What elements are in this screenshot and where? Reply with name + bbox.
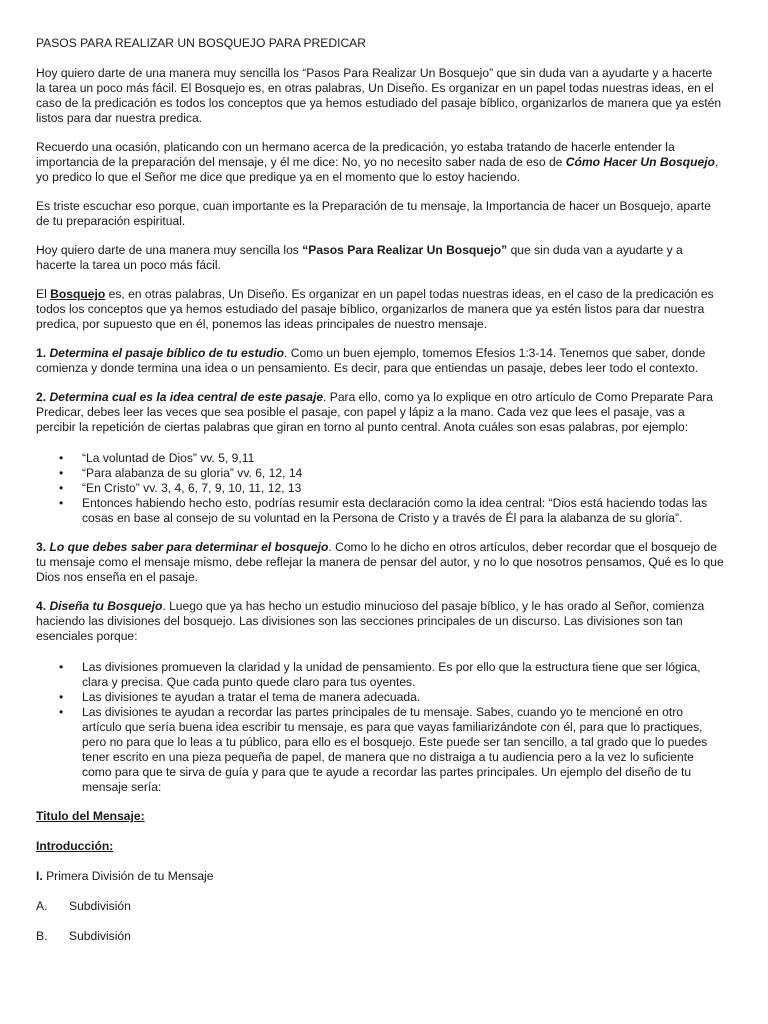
bullet-icon: •: [59, 466, 64, 480]
bullet-icon: •: [59, 496, 64, 510]
step-2-text: . Para ello, como ya lo explique en otro artículo de Como Preparate Para Predicar, debes leer las veces que sea posible el pasaje, con papel y lápiz a la mano. Cada vez que lees el pasaje, vas a percibir la repetición de ciertas palabras que giran en torno al punto central. Anota cuáles son esas palabras, por ejemplo:: [36, 390, 713, 434]
bullet-icon: •: [59, 705, 64, 719]
outline-division: [36, 869, 724, 884]
definition-end: es, en otras palabras, Un Diseño. Es organizar en un papel todas nuestras ideas, en el caso de la predicación es todos los conceptos que ya hemos estudiado del pasaje bíblico, organizarlos de manera que ya estén listos para dar nuestra predica, por supuesto que en él, ponemos las ideas principales de nuestro mensaje.: [36, 287, 714, 331]
list-item: [59, 466, 724, 481]
step-4-number: 4.: [36, 599, 50, 613]
document-title: PASOS PARA REALIZAR UN BOSQUEJO PARA PREDICAR: [36, 36, 366, 50]
anecdote-text-start: Recuerdo una ocasión, platicando con un hermano acerca de la predicación, yo estaba tratando de hacerle entender la importancia de la preparación del mensaje, y él me dice: No, yo no necesito saber nada de eso de: [36, 140, 675, 169]
bullet-icon: •: [59, 481, 64, 495]
outline-subdivision-b: [36, 929, 724, 944]
steps-intro-end: que sin duda van a ayudarte y a hacerte la tarea un poco más fácil.: [36, 243, 683, 272]
step-2-number: 2.: [36, 390, 50, 404]
list-item-text: Las divisiones promueven la claridad y la unidad de pensamiento. Es por ello que la estructura tiene que ser lógica, clara y precisa. Que cada punto quede claro para tus oyentes.: [82, 660, 701, 689]
step-4-text: . Luego que ya has hecho un estudio minucioso del pasaje bíblico, y le has orado al Señor, comienza haciendo las divisiones del bosquejo. Las divisiones son las secciones principales de un discurso. Las divisiones son tan esenciales porque:: [36, 599, 705, 643]
step-1-number: 1.: [36, 346, 50, 360]
bullet-icon: •: [59, 451, 64, 465]
list-item: [59, 451, 724, 466]
importance-paragraph: Es triste escuchar eso porque, cuan importante es la Preparación de tu mensaje, la Importancia de hacer un Bosquejo, aparte de tu preparación espiritual.: [36, 199, 711, 228]
step-2: [36, 390, 724, 435]
definition-paragraph: [36, 287, 724, 332]
bullet-icon: •: [59, 660, 64, 674]
step-2-keyword-list: [36, 451, 724, 526]
outline-division-text: Primera División de tu Mensaje: [42, 869, 214, 883]
intro-paragraph: Hoy quiero darte de una manera muy sencilla los “Pasos Para Realizar Un Bosquejo” que sin duda van a ayudarte y a hacerte la tarea un poco más fácil. El Bosquejo es, en otras palabras, Un Diseño. Es organizar en un papel todas nuestras ideas, en el caso de la predicación es todos los conceptos que ya hemos estudiado del pasaje bíblico, organizarlos de manera que ya estén listos para dar nuestra predica.: [36, 66, 722, 125]
definition-emphasis: Bosquejo: [50, 287, 106, 301]
list-item: [59, 481, 724, 496]
outline-subdivision-text: Subdivisión: [69, 899, 131, 913]
list-item-text: Las divisiones te ayudan a recordar las partes principales de tu mensaje. Sabes, cuando yo te mencioné en otro artículo que sería buena idea escribir tu mensaje, es para que vayas familiarizándote con él, para que lo practiques, pero no para que lo leas a tu público, para ello es el bosquejo. Este puede ser tan sencillo, a tal grado que lo puedes tener escrito en una pieza pequeña de papel, de manera que no distraiga a tu audiencia pero a la vez lo suficiente como para que te sirva de guía y para que te ayude a recordar las partes principales. Un ejemplo del diseño de tu mensaje sería:: [82, 705, 708, 794]
list-item: [59, 496, 724, 526]
step-2-heading: Determina cual es la idea central de este pasaje: [49, 390, 324, 404]
outline-subdivision-a: [36, 899, 724, 914]
anecdote-emphasis: Cómo Hacer Un Bosquejo: [565, 155, 715, 169]
anecdote-text-end: , yo predico lo que el Señor me dice que predique ya en el momento que lo estoy haciendo.: [36, 155, 719, 184]
list-item: [59, 705, 724, 795]
list-item: [59, 690, 724, 705]
outline-intro-label: Introducción:: [36, 839, 114, 853]
step-3-number: 3.: [36, 540, 50, 554]
step-3-heading: Lo que debes saber para determinar el bosquejo: [49, 540, 329, 554]
outline-title-label: Titulo del Mensaje:: [36, 809, 145, 823]
step-3-text: . Como lo he dicho en otros artículos, deber recordar que el bosquejo de tu mensaje como el mensaje mismo, debe reflejar la manera de pensar del autor, y no lo que nosotros pensamos, Qué es lo que Dios nos enseña en el pasaje.: [36, 540, 724, 584]
list-item-text: Entonces habiendo hecho esto, podrías resumir esta declaración como la idea central: “Dios está haciendo todas las cosas en base al consejo de su voluntad en la Persona de Cristo y a través de Él para la alabanza de su gloria”.: [82, 496, 708, 525]
step-1-heading: Determina el pasaje bíblico de tu estudio: [49, 346, 284, 360]
list-item-text: “La voluntad de Dios” vv. 5, 9,11: [82, 451, 255, 465]
step-1-text: . Como un buen ejemplo, tomemos Efesios 1:3-14. Tenemos que saber, donde comienza y donde termina una idea o un pensamiento. Es decir, para que entiendas un pasaje, debes leer todo el contexto.: [36, 346, 706, 375]
definition-start: El: [36, 287, 51, 301]
list-item: [59, 660, 724, 690]
steps-intro-emphasis: “Pasos Para Realizar Un Bosquejo”: [302, 243, 508, 257]
step-4-heading: Diseña tu Bosquejo: [49, 599, 163, 613]
step-4: [36, 599, 724, 644]
outline-division-number: I.: [36, 869, 43, 883]
anecdote-paragraph: [36, 140, 724, 185]
outline-subdivision-letter: A.: [36, 899, 48, 913]
outline-subdivision-letter: B.: [36, 929, 48, 943]
bullet-icon: •: [59, 690, 64, 704]
list-item-text: “Para alabanza de su gloria” vv. 6, 12, 14: [82, 466, 303, 480]
step-4-division-list: [36, 660, 724, 795]
steps-intro-paragraph: [36, 243, 724, 273]
step-3: [36, 540, 724, 585]
list-item-text: “En Cristo” vv. 3, 4, 6, 7, 9, 10, 11, 12, 13: [82, 481, 302, 495]
steps-intro-start: Hoy quiero darte de una manera muy sencilla los: [36, 243, 303, 257]
step-1: [36, 346, 724, 376]
outline-subdivision-text: Subdivisión: [69, 929, 131, 943]
list-item-text: Las divisiones te ayudan a tratar el tema de manera adecuada.: [82, 690, 421, 704]
